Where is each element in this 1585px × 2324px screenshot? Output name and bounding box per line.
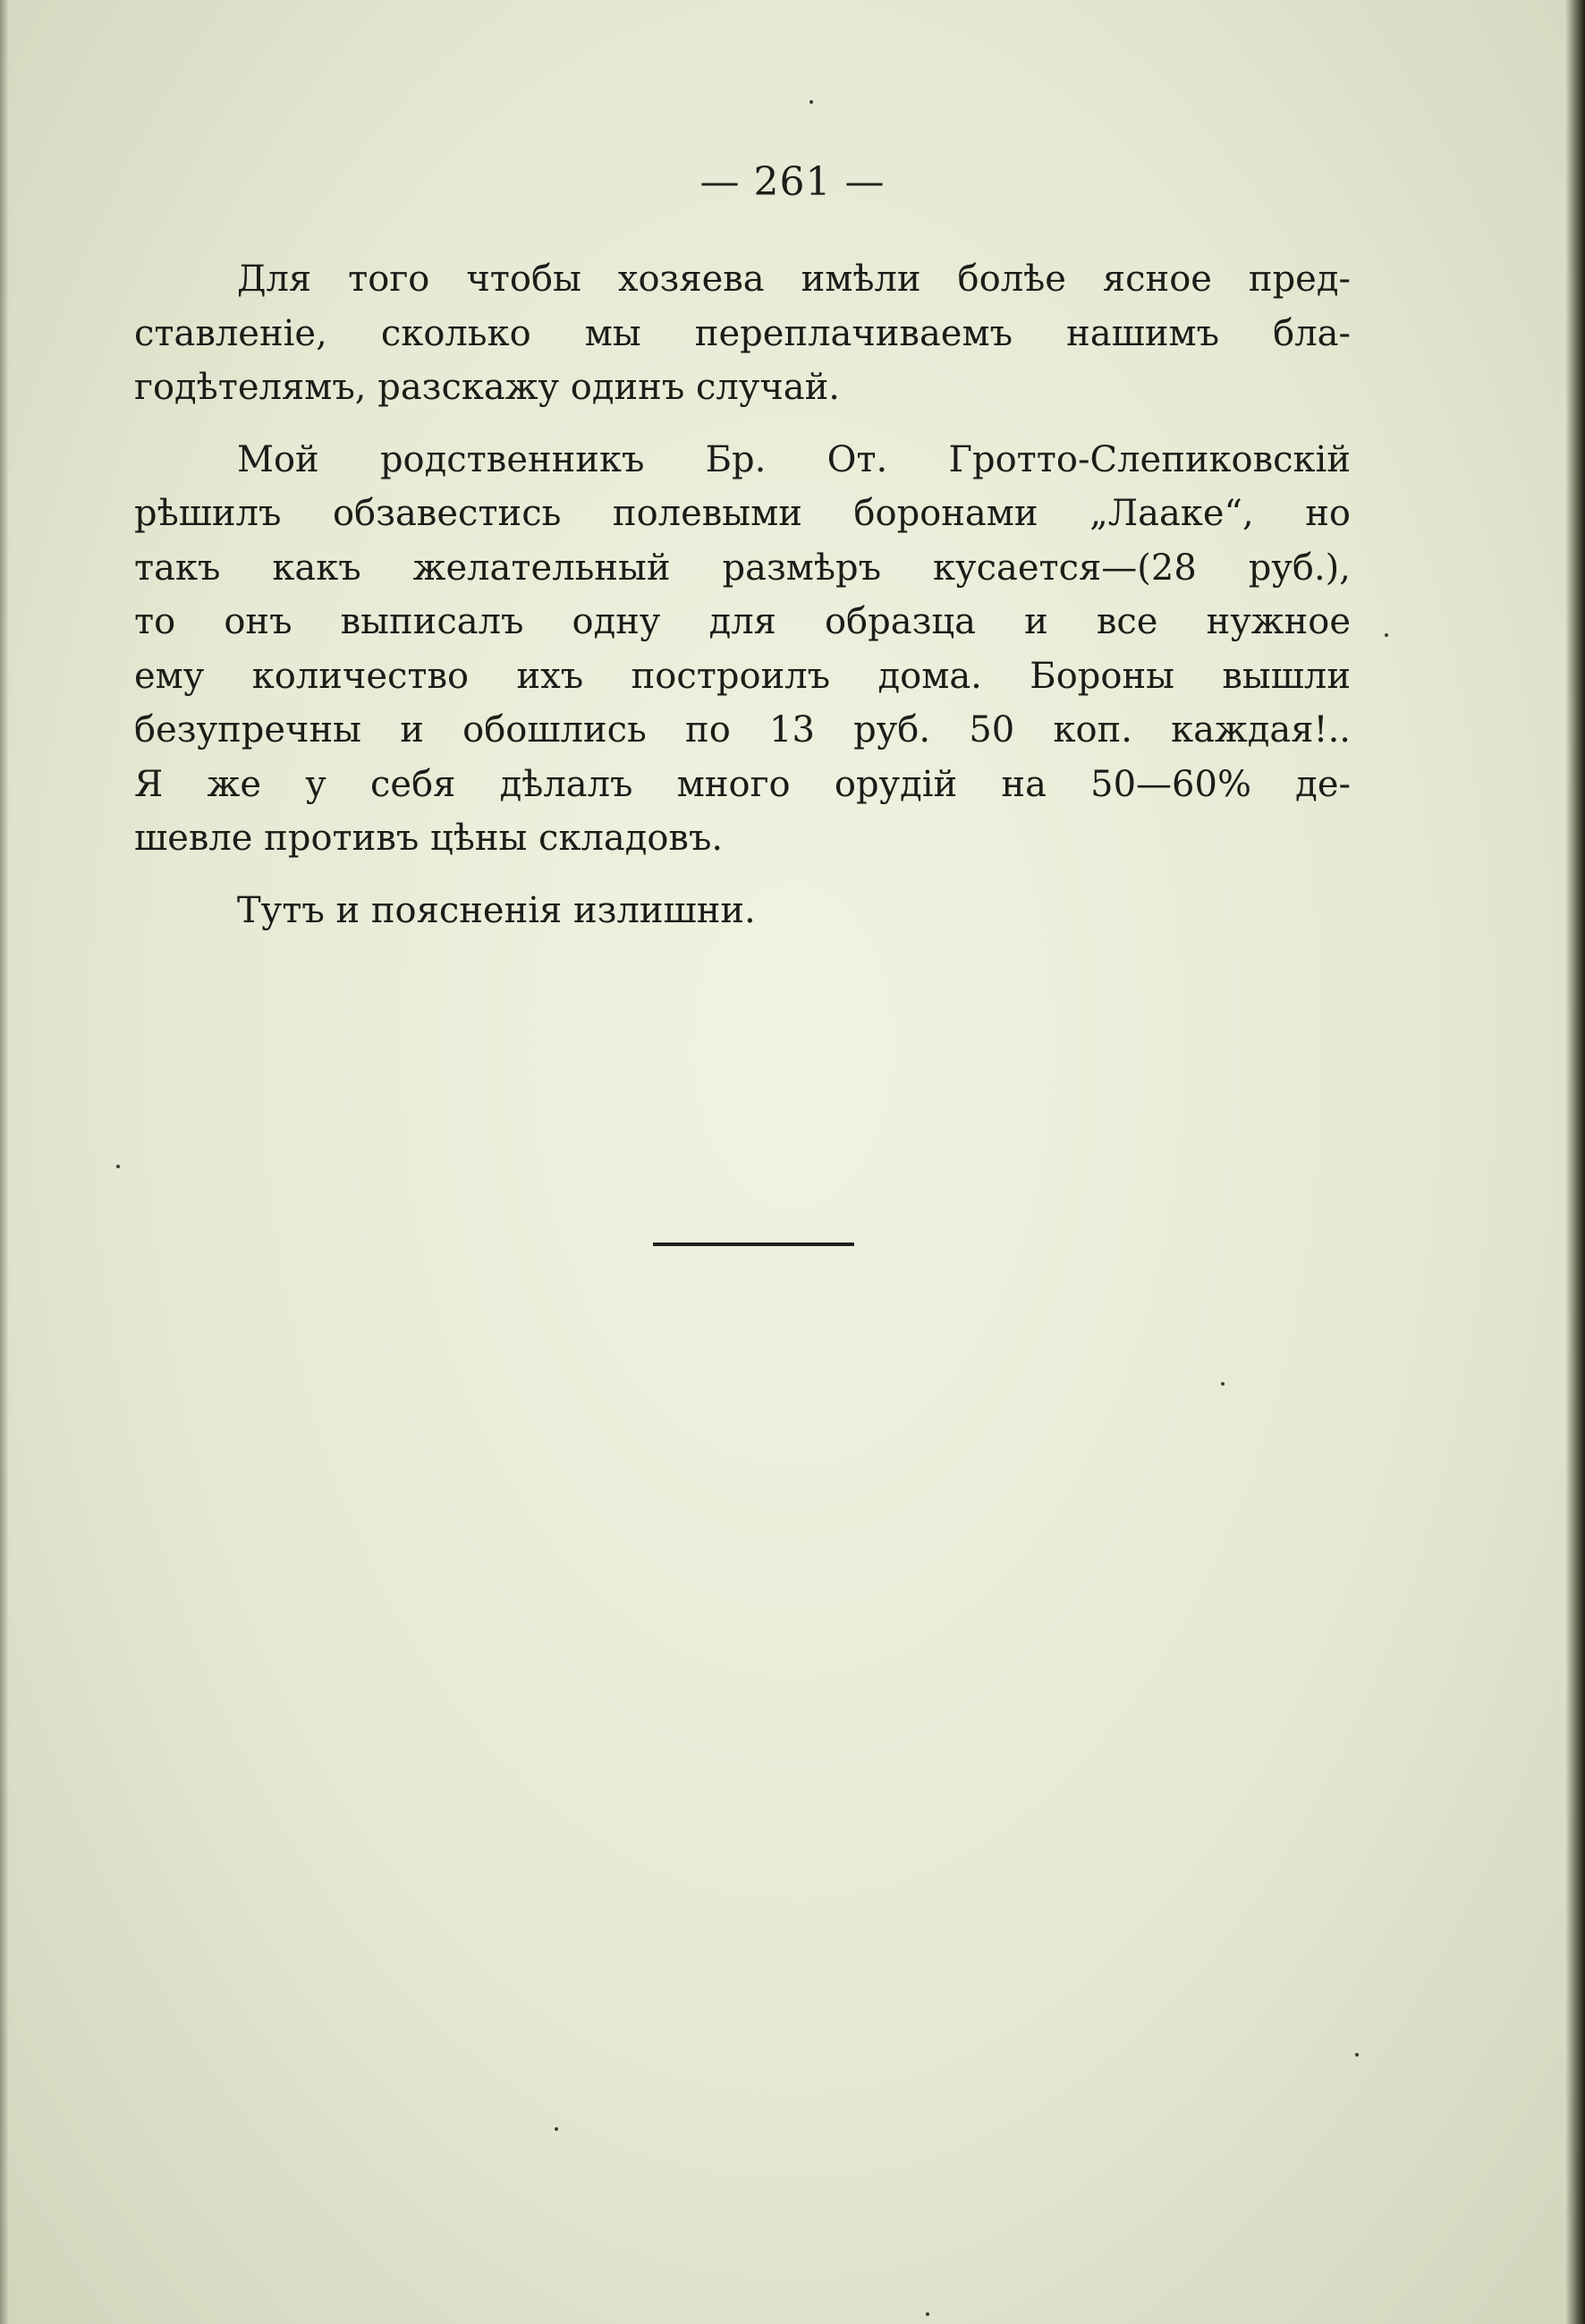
scan-speck (1385, 633, 1388, 637)
scan-speck (1355, 2053, 1359, 2057)
text-line: годѣтелямъ, разскажу одинъ случай. (134, 367, 841, 408)
text-line: ставленіе, сколько мы переплачиваемъ нашимъ бла- (134, 312, 1351, 354)
scan-speck (809, 100, 813, 104)
text-line: рѣшилъ обзавестись полевыми боронами „Лааке“, но (134, 493, 1351, 534)
text-line: Тутъ и поясненія излишни. (237, 889, 756, 931)
text-line: безупречны и обошлись по 13 руб. 50 коп. каждая!.. (134, 709, 1351, 751)
text-line: ему количество ихъ построилъ дома. Бороны вышли (134, 655, 1351, 697)
scan-speck (555, 2127, 558, 2131)
page-left-shadow (0, 0, 9, 2324)
text-line: шевле противъ цѣны складовъ. (134, 818, 724, 859)
text-line: Для того чтобы хозяева имѣли болѣе ясное пред- (237, 259, 1351, 300)
scan-speck (926, 2312, 929, 2316)
text-line: Я же у себя дѣлалъ много орудій на 50—60% де- (134, 763, 1351, 805)
body-text (134, 252, 1351, 937)
text-line: то онъ выписалъ одну для образца и все нужное (134, 601, 1351, 642)
section-end-rule (653, 1243, 854, 1246)
scan-speck (116, 1165, 120, 1168)
page-right-edge (1565, 0, 1585, 2324)
page-number: — 261 — (699, 159, 886, 205)
text-line: такъ какъ желательный размѣръ кусается—(28 руб.), (134, 547, 1351, 589)
text-line: Мой родственникъ Бр. От. Гротто-Слепиковскій (237, 438, 1351, 480)
scan-speck (1221, 1382, 1225, 1386)
